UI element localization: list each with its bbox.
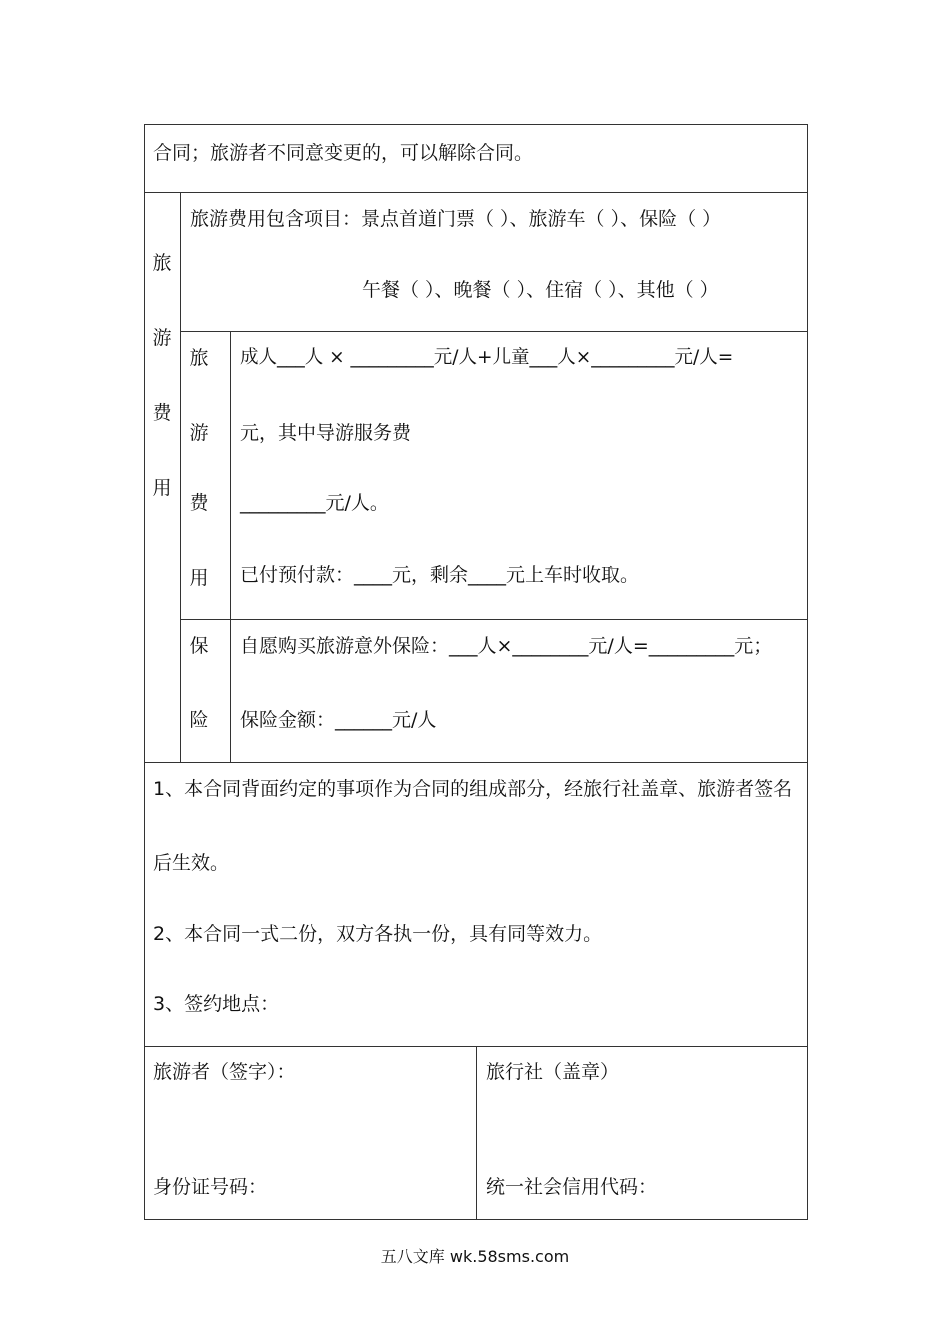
travel-fee-char-1: 旅 xyxy=(189,347,209,369)
term-2: 2、本合同一式二份，双方各执一份，具有同等效力。 xyxy=(153,923,603,945)
travel-fee-char-4: 用 xyxy=(189,567,209,589)
travel-fee-line-3: _________元/人。 xyxy=(240,492,389,514)
included-items-line-1: 旅游费用包含项目：景点首道门票（ ）、旅游车（ ）、保险（ ） xyxy=(190,208,722,230)
travel-fee-line-1: 成人___人 × _________元/人+儿童___人×_________元/人= xyxy=(240,347,734,368)
fee-label-char-2: 游 xyxy=(152,327,172,349)
fee-label-char-4: 用 xyxy=(152,477,172,499)
insurance-line-1: 自愿购买旅游意外保险：___人×________元/人=_________元； xyxy=(240,635,773,657)
agency-seal-label: 旅行社（盖章） xyxy=(486,1061,620,1083)
included-items-line-2: 午餐（ ）、晚餐（ ）、住宿（ ）、其他（ ） xyxy=(362,279,719,301)
traveler-signature-label: 旅游者（签字）： xyxy=(153,1061,296,1083)
travel-fee-char-2: 游 xyxy=(189,422,209,444)
id-number-label: 身份证号码： xyxy=(153,1176,268,1198)
fee-label-char-1: 旅 xyxy=(152,252,172,274)
fee-label-char-3: 费 xyxy=(152,402,172,424)
insurance-char-1: 保 xyxy=(189,635,209,657)
continuation-text: 合同；旅游者不同意变更的，可以解除合同。 xyxy=(153,142,534,164)
term-1-line-2: 后生效。 xyxy=(153,852,230,874)
travel-fee-line-4: 已付预付款：____元，剩余____元上车时收取。 xyxy=(240,564,640,586)
travel-fee-line-2: 元，其中导游服务费 xyxy=(240,422,412,444)
credit-code-label: 统一社会信用代码： xyxy=(486,1176,658,1198)
term-1-line-1: 1、本合同背面约定的事项作为合同的组成部分，经旅行社盖章、旅游者签名 xyxy=(153,778,793,800)
footer-watermark: 五八文库 wk.58sms.com xyxy=(380,1247,570,1266)
insurance-char-2: 险 xyxy=(189,709,209,731)
term-3: 3、签约地点： xyxy=(153,993,280,1015)
insurance-line-2: 保险金额：______元/人 xyxy=(240,709,437,731)
travel-fee-char-3: 费 xyxy=(189,492,209,514)
